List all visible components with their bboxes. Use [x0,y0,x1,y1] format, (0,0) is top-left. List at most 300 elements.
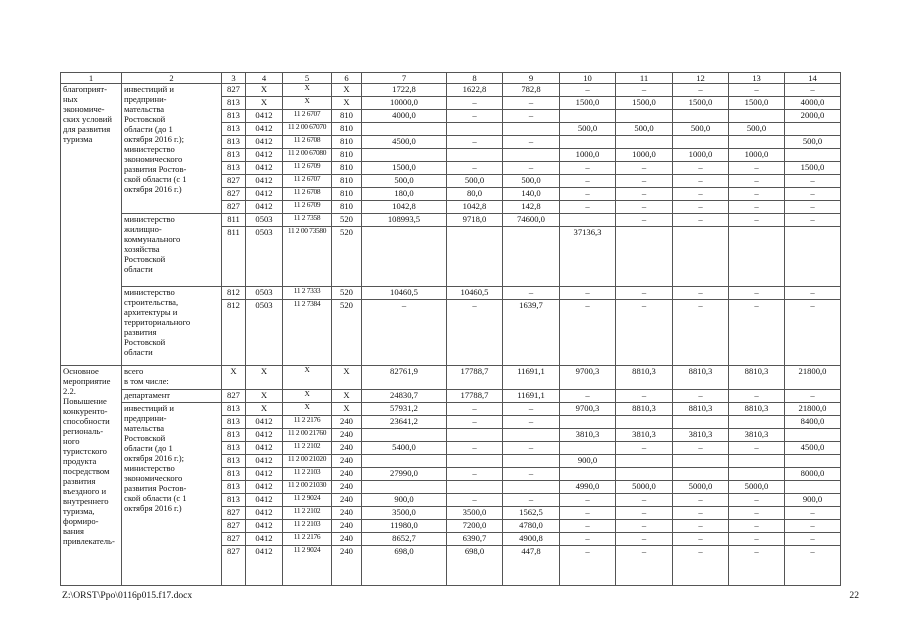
table-cell-col6: 520 [332,287,362,300]
table-cell-col3: 813 [222,162,246,175]
column-number-4: 4 [246,73,283,84]
table-cell-col7: 23641,2 [362,416,447,429]
table-cell-col11: – [616,520,673,533]
table-cell-col7: 1500,0 [362,162,447,175]
table-cell-col12: – [673,287,729,300]
table-cell-col3: 813 [222,110,246,123]
table-cell-col10: – [560,507,616,520]
column-number-1: 1 [61,73,122,84]
column-number-14: 14 [785,73,841,84]
table-cell-col3: 827 [222,533,246,546]
table-cell-col3: 813 [222,149,246,162]
table-cell-col9: – [503,468,560,481]
table-cell-col3: 812 [222,287,246,300]
table-cell-col6: 240 [332,455,362,468]
table-cell-col10: 3810,3 [560,429,616,442]
table-cell-col9: 140,0 [503,188,560,201]
table-cell-col12: – [673,201,729,214]
measure-name: Основное мероприятие 2.2. Повышение конкуренто- способности региональ- ного туристского продукта посредством развития въездного и внутреннего туризма, формиро- вания привлекатель- [61,366,122,586]
column-number-10: 10 [560,73,616,84]
table-cell-col13 [729,468,785,481]
table-cell-col4: 0503 [246,227,283,287]
table-cell-col10: 900,0 [560,455,616,468]
table-cell-col6: X [332,366,362,390]
executor-name: инвестиций и предприни- мательства Ростовской области (до 1 октября 2016 г.); министерство экономического развития Ростов- ской области (с 1 октября 2016 г.) [122,84,222,214]
table-cell-col6: 240 [332,546,362,586]
budget-table [60,72,841,586]
table-cell-col14: 4500,0 [785,442,841,455]
table-cell-col3: X [222,366,246,390]
table-cell-col14: – [785,188,841,201]
table-cell-col12 [673,136,729,149]
table-cell-col4: 0503 [246,300,283,366]
table-cell-col8: – [447,416,503,429]
table-row [61,403,841,416]
table-cell-col5: 11 2 6708 [283,136,332,149]
table-cell-col9: 1639,7 [503,300,560,366]
table-cell-col13: – [729,300,785,366]
table-cell-col3: 811 [222,214,246,227]
table-cell-col12 [673,416,729,429]
table-cell-col5: 11 2 2176 [283,416,332,429]
table-cell-col10: – [560,520,616,533]
table-cell-col5: 11 2 00 67080 [283,149,332,162]
table-cell-col12: – [673,162,729,175]
table-cell-col10: 9700,3 [560,403,616,416]
table-cell-col8: 10460,5 [447,287,503,300]
table-cell-col4: 0412 [246,507,283,520]
table-cell-col10: – [560,300,616,366]
table-cell-col11: – [616,162,673,175]
table-cell-col9: – [503,403,560,416]
table-cell-col8: 9718,0 [447,214,503,227]
table-cell-col12: 8810,3 [673,403,729,416]
table-cell-col13: 8810,3 [729,403,785,416]
table-cell-col10: 1000,0 [560,149,616,162]
table-cell-col7: 57931,2 [362,403,447,416]
table-cell-col7: 108993,5 [362,214,447,227]
table-cell-col8 [447,481,503,494]
table-cell-col10: – [560,390,616,403]
table-cell-col14: – [785,507,841,520]
table-cell-col3: 827 [222,175,246,188]
table-cell-col11: – [616,201,673,214]
table-cell-col14 [785,149,841,162]
column-number-7: 7 [362,73,447,84]
table-cell-col11: 5000,0 [616,481,673,494]
table-cell-col3: 827 [222,546,246,586]
table-cell-col4: 0412 [246,162,283,175]
table-cell-col13 [729,416,785,429]
table-cell-col14: 900,0 [785,494,841,507]
table-cell-col14: – [785,533,841,546]
table-cell-col6: 810 [332,136,362,149]
table-cell-col10: – [560,533,616,546]
table-cell-col14: – [785,300,841,366]
table-cell-col11: 1500,0 [616,97,673,110]
table-cell-col11: – [616,300,673,366]
table-cell-col7: 1042,8 [362,201,447,214]
table-cell-col9: 4780,0 [503,520,560,533]
table-cell-col6: X [332,97,362,110]
table-cell-col4: X [246,97,283,110]
table-cell-col10: – [560,287,616,300]
table-cell-col6: 240 [332,533,362,546]
table-cell-col4: X [246,390,283,403]
table-cell-col12: – [673,84,729,97]
table-cell-col6: 520 [332,227,362,287]
table-cell-col11: – [616,533,673,546]
table-cell-col5: 11 2 00 21760 [283,429,332,442]
table-cell-col7: 27990,0 [362,468,447,481]
table-cell-col11: – [616,507,673,520]
table-cell-col4: 0412 [246,533,283,546]
table-cell-col3: 813 [222,416,246,429]
table-cell-col13: 1000,0 [729,149,785,162]
table-cell-col13: – [729,201,785,214]
column-number-6: 6 [332,73,362,84]
table-cell-col6: 810 [332,188,362,201]
table-cell-col10: 9700,3 [560,366,616,390]
table-cell-col5: 11 2 00 21020 [283,455,332,468]
column-number-3: 3 [222,73,246,84]
table-cell-col3: 813 [222,429,246,442]
table-cell-col12: 3810,3 [673,429,729,442]
table-cell-col9: – [503,162,560,175]
table-cell-col7: 4000,0 [362,110,447,123]
table-cell-col7 [362,429,447,442]
table-cell-col11: – [616,188,673,201]
table-cell-col5: 11 2 6707 [283,110,332,123]
table-cell-col9: 782,8 [503,84,560,97]
table-cell-col3: 827 [222,520,246,533]
table-cell-col13: – [729,188,785,201]
table-cell-col13: 1500,0 [729,97,785,110]
table-cell-col13: – [729,507,785,520]
table-cell-col9: – [503,110,560,123]
table-cell-col11 [616,468,673,481]
table-cell-col13: – [729,533,785,546]
table-cell-col4: 0412 [246,468,283,481]
table-cell-col12: 500,0 [673,123,729,136]
table-cell-col12: – [673,188,729,201]
table-cell-col8: – [447,468,503,481]
table-cell-col9 [503,429,560,442]
table-cell-col5: 11 2 00 21030 [283,481,332,494]
table-row [61,84,841,97]
table-cell-col6: 520 [332,214,362,227]
table-cell-col8: – [447,442,503,455]
table-cell-col8: 1042,8 [447,201,503,214]
table-cell-col11: – [616,175,673,188]
table-cell-col3: 813 [222,481,246,494]
table-cell-col9: 447,8 [503,546,560,586]
table-cell-col11 [616,227,673,287]
table-cell-col13: – [729,84,785,97]
table-cell-col9: – [503,97,560,110]
table-cell-col6: 810 [332,123,362,136]
table-cell-col14 [785,429,841,442]
table-cell-col13: 500,0 [729,123,785,136]
table-cell-col4: 0412 [246,175,283,188]
table-cell-col14: – [785,175,841,188]
table-cell-col14: – [785,520,841,533]
table-cell-col6: X [332,390,362,403]
table-cell-col13: 8810,3 [729,366,785,390]
table-cell-col3: 827 [222,188,246,201]
column-number-8: 8 [447,73,503,84]
table-cell-col13: – [729,214,785,227]
table-cell-col8 [447,149,503,162]
executor-name: всего в том числе: [122,366,222,390]
table-cell-col10: – [560,84,616,97]
table-cell-col4: 0412 [246,123,283,136]
table-cell-col3: 812 [222,300,246,366]
table-cell-col11: – [616,390,673,403]
table-cell-col11: – [616,84,673,97]
table-cell-col7: 10460,5 [362,287,447,300]
table-cell-col3: 813 [222,136,246,149]
table-cell-col6: 240 [332,429,362,442]
table-cell-col9 [503,123,560,136]
table-cell-col11: – [616,214,673,227]
table-cell-col13 [729,136,785,149]
table-cell-col5: 11 2 7358 [283,214,332,227]
table-cell-col12: 5000,0 [673,481,729,494]
table-cell-col11: 8810,3 [616,366,673,390]
table-cell-col12: – [673,214,729,227]
table-cell-col3: 813 [222,403,246,416]
table-cell-col7: 900,0 [362,494,447,507]
table-cell-col11: 500,0 [616,123,673,136]
table-cell-col8 [447,227,503,287]
table-cell-col7: 180,0 [362,188,447,201]
table-cell-col14: – [785,287,841,300]
table-cell-col7: 1722,8 [362,84,447,97]
table-cell-col8: 7200,0 [447,520,503,533]
table-cell-col12 [673,468,729,481]
table-cell-col12: – [673,390,729,403]
table-cell-col6: 240 [332,481,362,494]
table-cell-col7: 8652,7 [362,533,447,546]
table-cell-col5: X [283,403,332,416]
table-cell-col9: – [503,416,560,429]
table-cell-col5: X [283,84,332,97]
table-cell-col3: 813 [222,494,246,507]
table-cell-col3: 827 [222,84,246,97]
table-cell-col11: – [616,494,673,507]
table-cell-col3: 811 [222,227,246,287]
table-cell-col7 [362,227,447,287]
table-cell-col12: – [673,175,729,188]
table-cell-col12: – [673,442,729,455]
table-cell-col6: 520 [332,300,362,366]
table-cell-col14: 21800,0 [785,403,841,416]
table-cell-col3: 827 [222,201,246,214]
table-cell-col8: 500,0 [447,175,503,188]
table-cell-col6: 240 [332,520,362,533]
table-cell-col14 [785,455,841,468]
table-cell-col8: – [447,162,503,175]
table-cell-col5: 11 2 9024 [283,494,332,507]
table-cell-col10 [560,468,616,481]
table-cell-col9 [503,455,560,468]
table-cell-col10: – [560,494,616,507]
table-cell-col7: 698,0 [362,546,447,586]
table-row [61,390,841,403]
table-cell-col10 [560,136,616,149]
table-cell-col3: 813 [222,468,246,481]
table-cell-col3: 813 [222,123,246,136]
table-cell-col9: 11691,1 [503,366,560,390]
table-cell-col14: – [785,201,841,214]
table-cell-col11: 3810,3 [616,429,673,442]
column-number-9: 9 [503,73,560,84]
table-cell-col11 [616,455,673,468]
table-cell-col7: – [362,300,447,366]
table-cell-col11 [616,136,673,149]
table-cell-col13 [729,227,785,287]
table-cell-col7 [362,149,447,162]
table-cell-col13: – [729,287,785,300]
table-cell-col14: 2000,0 [785,110,841,123]
table-cell-col7: 4500,0 [362,136,447,149]
table-cell-col4: 0412 [246,546,283,586]
table-cell-col9: 500,0 [503,175,560,188]
table-cell-col5: 11 2 2176 [283,533,332,546]
table-cell-col8: 17788,7 [447,390,503,403]
table-cell-col4: X [246,403,283,416]
table-cell-col7: 5400,0 [362,442,447,455]
table-cell-col13 [729,110,785,123]
table-cell-col8: – [447,403,503,416]
table-cell-col14: 4000,0 [785,97,841,110]
table-row [61,366,841,390]
table-cell-col13: 3810,3 [729,429,785,442]
table-cell-col10 [560,416,616,429]
measure-name: благоприят- ных экономиче- ских условий для развития туризма [61,84,122,366]
table-cell-col7 [362,455,447,468]
table-cell-col7: 3500,0 [362,507,447,520]
table-cell-col7 [362,481,447,494]
table-cell-col8: 6390,7 [447,533,503,546]
table-cell-col14: – [785,546,841,586]
table-cell-col8 [447,123,503,136]
footer-page-number: 22 [849,590,859,601]
table-cell-col4: 0412 [246,110,283,123]
table-cell-col4: 0412 [246,149,283,162]
table-cell-col9: – [503,442,560,455]
table-cell-col5: X [283,97,332,110]
table-cell-col10 [560,110,616,123]
table-cell-col3: 813 [222,97,246,110]
table-cell-col5: 11 2 6709 [283,201,332,214]
table-cell-col14 [785,227,841,287]
table-cell-col7: 11980,0 [362,520,447,533]
table-row [61,73,841,84]
executor-name: министерство жилищно- коммунального хозяйства Ростовской области [122,214,222,287]
table-cell-col10: – [560,175,616,188]
table-cell-col12: 8810,3 [673,366,729,390]
table-cell-col14: 8400,0 [785,416,841,429]
table-cell-col8: 1622,8 [447,84,503,97]
table-cell-col5: 11 2 2103 [283,520,332,533]
table-cell-col5: 11 2 2102 [283,442,332,455]
table-cell-col10: – [560,546,616,586]
table-cell-col6: X [332,403,362,416]
table-cell-col6: 240 [332,494,362,507]
table-cell-col12: – [673,507,729,520]
table-cell-col11: – [616,546,673,586]
table-cell-col6: 810 [332,175,362,188]
table-cell-col4: 0412 [246,429,283,442]
table-cell-col7: 500,0 [362,175,447,188]
table-cell-col8: – [447,110,503,123]
table-cell-col8: – [447,494,503,507]
table-cell-col12: – [673,494,729,507]
table-cell-col13: – [729,442,785,455]
table-cell-col5: 11 2 6709 [283,162,332,175]
table-cell-col13: – [729,546,785,586]
table-cell-col8: 3500,0 [447,507,503,520]
table-cell-col12: – [673,520,729,533]
table-cell-col4: X [246,84,283,97]
table-cell-col4: 0412 [246,416,283,429]
table-cell-col12 [673,455,729,468]
table-cell-col11: 1000,0 [616,149,673,162]
table-cell-col6: 240 [332,468,362,481]
table-cell-col14: – [785,84,841,97]
table-cell-col5: 11 2 2103 [283,468,332,481]
table-cell-col5: 11 2 7333 [283,287,332,300]
table-cell-col4: 0412 [246,442,283,455]
table-cell-col4: 0412 [246,494,283,507]
table-cell-col4: 0412 [246,188,283,201]
table-cell-col14: 500,0 [785,136,841,149]
table-cell-col12 [673,110,729,123]
table-cell-col10: – [560,201,616,214]
table-cell-col5: X [283,366,332,390]
table-cell-col5: 11 2 2102 [283,507,332,520]
table-cell-col12: 1000,0 [673,149,729,162]
executor-name: министерство строительства, архитектуры и территориального развития Ростовской области [122,287,222,366]
table-cell-col11 [616,110,673,123]
table-cell-col8: – [447,136,503,149]
table-row [61,287,841,300]
table-cell-col8 [447,455,503,468]
table-cell-col6: 810 [332,110,362,123]
table-cell-col14: 8000,0 [785,468,841,481]
table-cell-col5: 11 2 00 73580 [283,227,332,287]
table-cell-col6: X [332,84,362,97]
table-cell-col10 [560,214,616,227]
table-cell-col11: – [616,287,673,300]
table-cell-col10: 1500,0 [560,97,616,110]
table-cell-col9 [503,481,560,494]
table-cell-col3: 813 [222,442,246,455]
table-cell-col8: 80,0 [447,188,503,201]
table-cell-col11 [616,416,673,429]
table-cell-col9: 142,8 [503,201,560,214]
table-cell-col6: 810 [332,149,362,162]
table-cell-col10: 4990,0 [560,481,616,494]
table-cell-col10 [560,442,616,455]
table-cell-col6: 810 [332,201,362,214]
table-cell-col9 [503,149,560,162]
table-cell-col9: 4900,8 [503,533,560,546]
table-cell-col5: 11 2 7384 [283,300,332,366]
table-cell-col13: – [729,390,785,403]
